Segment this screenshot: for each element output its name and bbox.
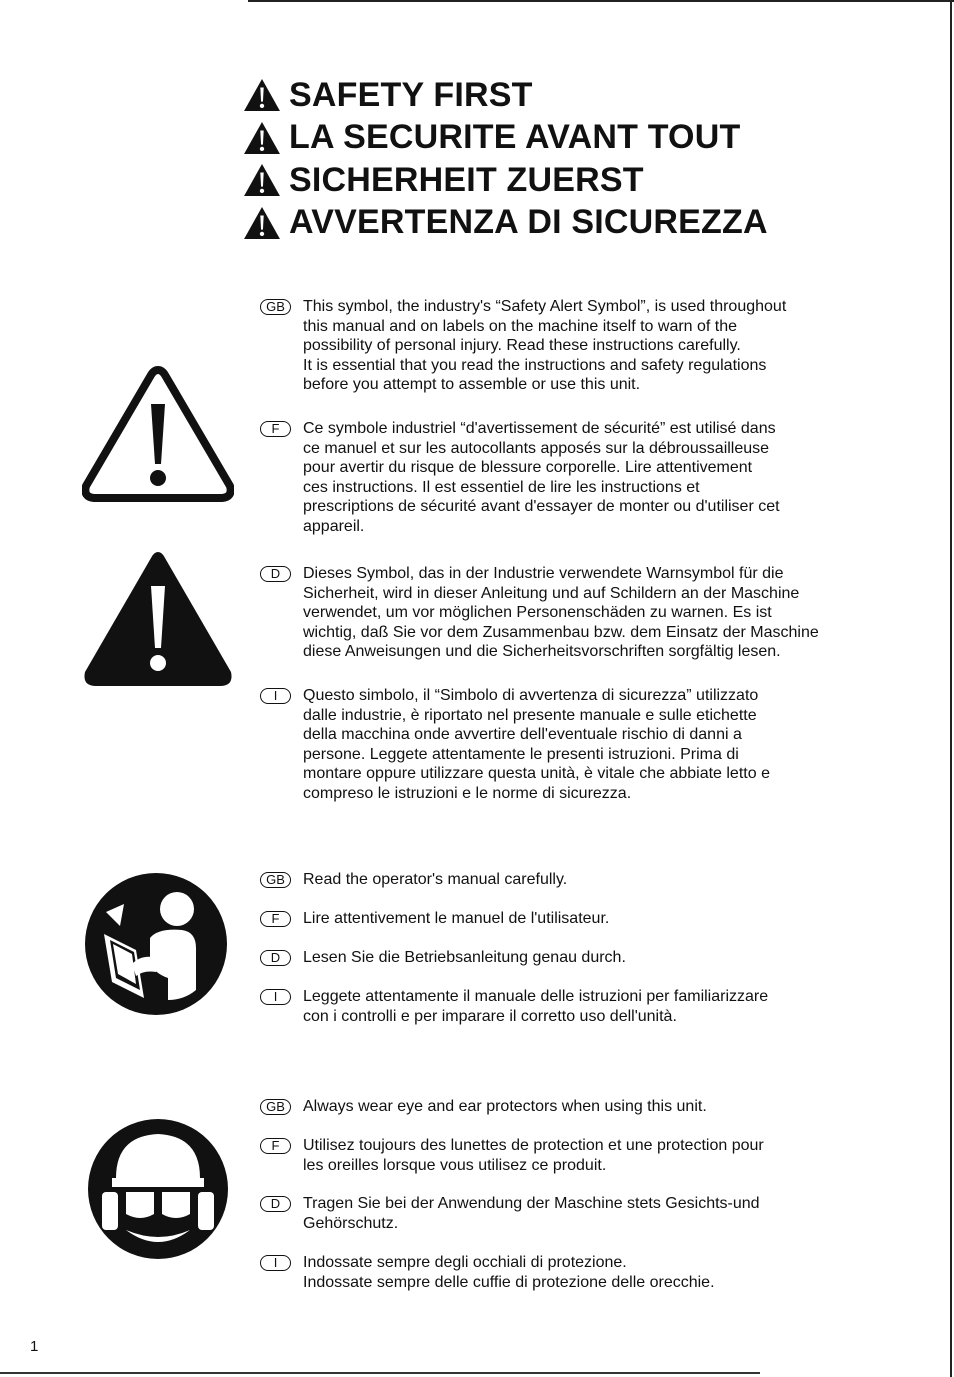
paragraph-d bbox=[260, 1194, 850, 1233]
heading-fr bbox=[243, 117, 768, 160]
read-manual-icon bbox=[84, 872, 228, 1016]
language-badge: I bbox=[260, 989, 291, 1005]
heading-text: SICHERHEIT ZUERST bbox=[289, 160, 644, 199]
paragraph-text: Read the operator's manual carefully. bbox=[303, 871, 568, 888]
paragraph-text: Ce symbole industriel “d'avertissement de sécurité” est utilisé dans ce manuel et sur les autocollants apposés sur la débroussailleuse pour avertir du risque de blessure corporelle. Lire attentivement ces instructions. Il est essentiel de lire les instructions et prescriptions de sécurité avant d'essayer de monter ou d'utiliser cet appareil. bbox=[303, 420, 780, 535]
paragraph-text: Dieses Symbol, das in der Industrie verwendete Warnsymbol für die Sicherheit, wird in dieser Anleitung und auf Schildern an der Maschine verwendet, um vor möglichen Personenschäden zu warnen. Es ist wichtig, daß Sie vor dem Zusammenbau bzw. dem Einsatz der Maschine diese Anweisungen und die Sicherheitsvorschriften sorgfältig lesen. bbox=[303, 565, 819, 661]
warning-triangle-outline-icon bbox=[82, 366, 234, 502]
paragraph-gb bbox=[260, 1097, 850, 1117]
paragraph-f bbox=[260, 909, 850, 929]
language-badge: F bbox=[260, 421, 291, 437]
title-block bbox=[243, 74, 768, 244]
language-badge: D bbox=[260, 950, 291, 966]
page-edge-right bbox=[950, 0, 952, 1377]
paragraph-text: Always wear eye and ear protectors when using this unit. bbox=[303, 1098, 707, 1115]
paragraph-i bbox=[260, 686, 850, 804]
language-badge: I bbox=[260, 688, 291, 704]
language-badge: I bbox=[260, 1255, 291, 1271]
heading-en bbox=[243, 74, 768, 117]
heading-text: AVVERTENZA DI SICUREZZA bbox=[289, 203, 768, 242]
paragraph-i bbox=[260, 987, 850, 1026]
paragraph-text: Tragen Sie bei der Anwendung der Maschine stets Gesichts-und Gehörschutz. bbox=[303, 1195, 760, 1232]
paragraph-text: Leggete attentamente il manuale delle istruzioni per familiarizzare con i controlli e per imparare il corretto uso dell'unità. bbox=[303, 988, 769, 1025]
safety-alert-icon bbox=[243, 163, 281, 197]
eye-ear-protection-icon bbox=[86, 1118, 230, 1260]
language-badge: F bbox=[260, 1138, 291, 1154]
language-badge: D bbox=[260, 566, 291, 582]
language-badge: GB bbox=[260, 299, 291, 315]
paragraph-text: This symbol, the industry's “Safety Alert Symbol”, is used throughout this manual and on labels on the machine itself to warn of the possibility of personal injury. Read these instructions carefully. It is essential that you read the instructions and safety regulations before you attempt to assemble or use this unit. bbox=[303, 298, 787, 394]
paragraph-text: Lesen Sie die Betriebsanleitung genau durch. bbox=[303, 949, 626, 966]
safety-alert-icon bbox=[243, 78, 281, 112]
paragraph-gb bbox=[260, 870, 850, 890]
page-number: 1 bbox=[30, 1338, 39, 1355]
paragraph-d bbox=[260, 564, 850, 662]
paragraph-text: Lire attentivement le manuel de l'utilisateur. bbox=[303, 910, 610, 927]
paragraph-text: Utilisez toujours des lunettes de protection et une protection pour les oreilles lorsque vous utilisez ce produit. bbox=[303, 1137, 764, 1174]
paragraph-f bbox=[260, 419, 850, 537]
paragraph-d bbox=[260, 948, 850, 968]
paragraph-i bbox=[260, 1253, 850, 1292]
language-badge: F bbox=[260, 911, 291, 927]
language-badge: GB bbox=[260, 1099, 291, 1115]
safety-alert-icon bbox=[243, 121, 281, 155]
language-badge: D bbox=[260, 1196, 291, 1212]
paragraph-text: Questo simbolo, il “Simbolo di avvertenza di sicurezza” utilizzato dalle industrie, è riportato nel presente manuale e sulle etichette della macchina onde avvertire dell'eventuale rischio di danni a persone. Leggete attentamente le presenti istruzioni. Prima di montare oppure utilizzare questa unità, è vitale che abbiate letto e compreso le istruzioni e le norme di sicurezza. bbox=[303, 687, 770, 802]
warning-triangle-solid-icon bbox=[82, 550, 234, 688]
heading-text: SAFETY FIRST bbox=[289, 75, 533, 114]
safety-alert-icon bbox=[243, 206, 281, 240]
heading-de bbox=[243, 159, 768, 202]
paragraph-gb bbox=[260, 297, 850, 395]
page-edge-bottom bbox=[0, 1372, 760, 1374]
page-edge-top bbox=[248, 0, 954, 2]
paragraph-f bbox=[260, 1136, 850, 1175]
heading-text: LA SECURITE AVANT TOUT bbox=[289, 118, 741, 157]
paragraph-text: Indossate sempre degli occhiali di protezione. Indossate sempre delle cuffie di protezione delle orecchie. bbox=[303, 1254, 715, 1291]
language-badge: GB bbox=[260, 872, 291, 888]
heading-it bbox=[243, 202, 768, 245]
